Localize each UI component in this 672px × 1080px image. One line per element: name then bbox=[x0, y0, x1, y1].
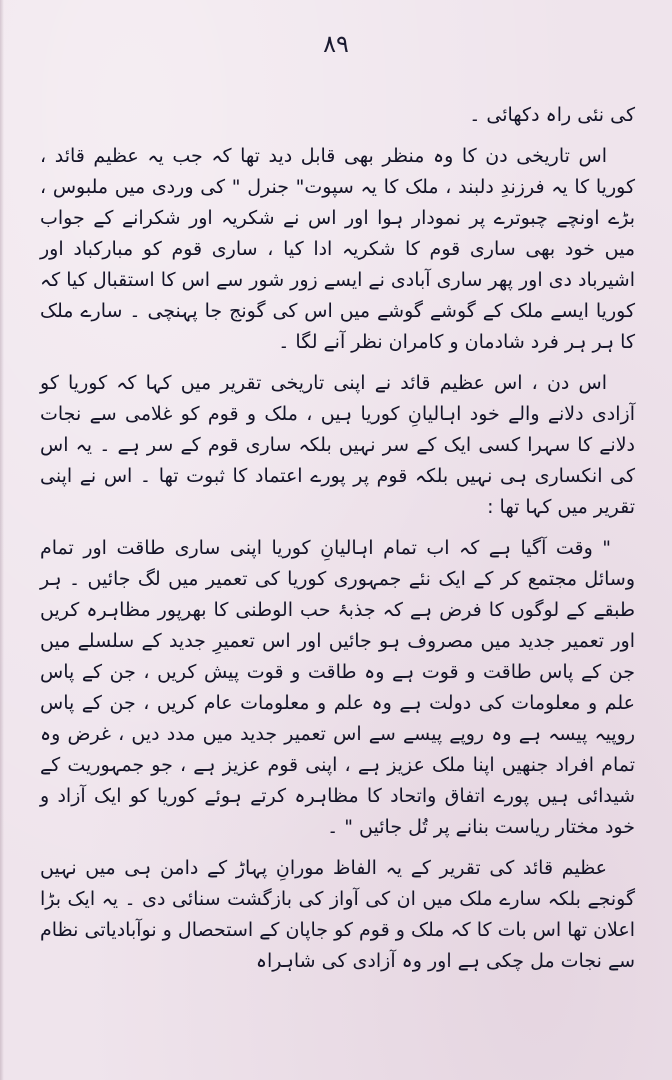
paragraph-historic-day: اس تاریخی دن کا وہ منظر بھی قابل دید تھا کہ جب یہ عظیم قائد ، کوریا کا یہ فرزندِ دلبند ، ملک کا یہ سپوت" جنرل " کی وردی میں ملبوس ، بڑے اونچے چبوترے پر نمودار ہوا اور اس نے شکریہ اور شکرانے کے جواب میں خود بھی ساری قوم کا شکریہ ادا کیا ، ساری قوم کو مبارکباد اور اشیرباد دی اور پھر ساری آبادی نے ایسے زور شور سے اس کا استقبال کیا کہ کوریا ایسے ملک کے گوشے گوشے میں اس کی گونج جا پہنچی ۔ سارے ملک کا ہر ہر فرد شادمان و کامران نظر آنے لگا ۔ bbox=[40, 145, 635, 353]
paragraph-closing: عظیم قائد کی تقریر کے یہ الفاظ مورانِ پہاڑ کے دامن ہی میں نہیں گونجے بلکہ سارے ملک میں ان کی آواز کی بازگشت سنائی دی ۔ یہ ایک بڑا اعلان تھا اس بات کا کہ ملک و قوم کو جاپان کے استحصال و نوآبادیاتی نظام سے نجات مل چکی ہے اور وہ آزادی کی شاہراہ bbox=[40, 857, 635, 972]
body-text bbox=[40, 100, 635, 987]
speech-quote: " وقت آگیا ہے کہ اب تمام اہالیانِ کوریا اپنی ساری طاقت اور تمام وسائل مجتمع کر کے ایک نئے جمہوری کوریا کی تعمیر میں لگ جائیں ۔ ہر طبقے کے لوگوں کا فرض ہے کہ جذبۂ حب الوطنی کا بھرپور مظاہرہ کریں اور تعمیر جدید میں مصروف ہو جائیں اور اس تعمیرِ جدید کے سلسلے میں جن کے پاس طاقت و قوت ہے وہ طاقت و قوت پیش کریں ، جن کے پاس علم و معلومات کی دولت ہے وہ علم و معلومات عام کریں ، جن کے پاس روپیہ پیسہ ہے وہ روپے پیسے سے اس تعمیر جدید میں مدد دیں ، غرض وہ تمام افراد جنھیں اپنا ملک عزیز ہے ، اپنی قوم عزیز ہے ، جو جمہوریت کے شیدائی ہیں پورے اتفاق واتحاد کا مظاہرہ کرتے ہوئے کوریا کو ایک آزاد و خود مختار ریاست بنانے پر تُل جائیں " ۔ bbox=[40, 537, 635, 838]
paragraph-opening: کی نئی راہ دکھائی ۔ bbox=[469, 104, 635, 126]
page-edge-shadow bbox=[0, 0, 4, 1080]
paragraph-speech: اس دن ، اس عظیم قائد نے اپنی تاریخی تقریر میں کہا کہ کوریا کو آزادی دلانے والے خود اہالیانِ کوریا ہیں ، ملک و قوم کو غلامی سے نجات دلانے کا سہرا کسی ایک کے سر نہیں بلکہ ساری قوم کے سر ہے ۔ یہ اس کی انکساری ہی نہیں بلکہ قوم پر پورے اعتماد کا ثبوت تھا ۔ اس نے اپنی تقریر میں کہا تھا : bbox=[40, 372, 635, 518]
page-number: ۸۹ bbox=[323, 30, 349, 58]
